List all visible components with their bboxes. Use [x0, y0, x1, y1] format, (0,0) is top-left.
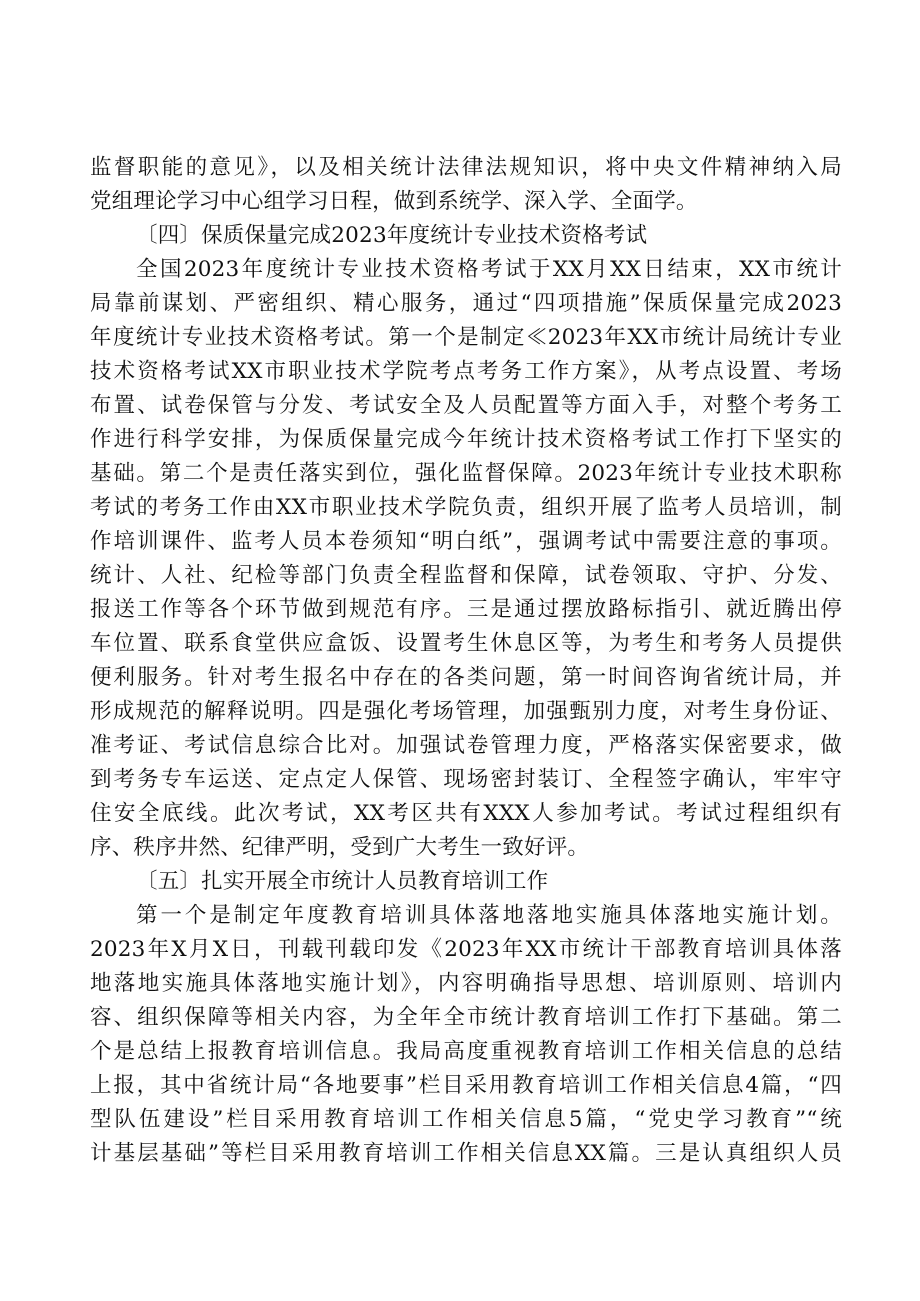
paragraph-line: 住安全底线。此次考试，XX考区共有XXX人参加考试。考试过程组织有: [90, 801, 842, 826]
paragraph-line: 技术资格考试XX市职业技术学院考点考务工作方案》，从考点设置、考场: [90, 359, 842, 384]
paragraph-line: 作进行科学安排，为保质保量完成今年统计技术资格考试工作打下坚实的: [90, 427, 842, 452]
paragraph-line: 序、秩序井然、纪律严明，受到广大考生一致好评。: [90, 835, 590, 860]
paragraph-line: 2023年X月X日，刊载刊载印发《2023年XX市统计干部教育培训具体落: [90, 937, 842, 962]
paragraph-line: 监督职能的意见》，以及相关统计法律法规知识，将中央文件精神纳入局: [90, 155, 842, 180]
paragraph-line: 作培训课件、监考人员本卷须知“明白纸”，强调考试中需要注意的事项。: [90, 529, 842, 554]
paragraph-line: 便利服务。针对考生报名中存在的各类问题，第一时间咨询省统计局，并: [90, 665, 842, 690]
paragraph-line: 车位置、联系食堂供应盒饭、设置考生休息区等，为考生和考务人员提供: [90, 631, 842, 656]
paragraph-line: 布置、试卷保管与分发、考试安全及人员配置等方面入手，对整个考务工: [90, 393, 842, 418]
paragraph-line: 个是总结上报教育培训信息。我局高度重视教育培训工作相关信息的总结: [90, 1039, 842, 1064]
paragraph-line: 年度统计专业技术资格考试。第一个是制定≪2023年XX市统计局统计专业: [90, 325, 842, 350]
paragraph-line: 基础。第二个是责任落实到位，强化监督保障。2023年统计专业技术职称: [90, 461, 842, 486]
paragraph-line: 统计、人社、纪检等部门负责全程监督和保障，试卷领取、守护、分发、: [90, 563, 842, 588]
paragraph-line: 型队伍建设”栏目采用教育培训工作相关信息5篇，“党史学习教育”“统: [90, 1107, 842, 1132]
paragraph-line: 全国2023年度统计专业技术资格考试于XX月XX日结束，XX市统计: [136, 257, 842, 282]
paragraph-line: 容、组织保障等相关内容，为全年全市统计教育培训工作打下基础。第二: [90, 1005, 842, 1030]
paragraph-line: 到考务专车运送、定点定人保管、现场密封装订、全程签字确认，牢牢守: [90, 767, 842, 792]
section-heading: 〔五〕扎实开展全市统计人员教育培训工作: [136, 869, 549, 894]
paragraph-line: 上报，其中省统计局“各地要事”栏目采用教育培训工作相关信息4篇，“四: [90, 1073, 842, 1098]
section-heading: 〔四〕保质保量完成2023年度统计专业技术资格考试: [136, 223, 648, 248]
paragraph-line: 准考证、考试信息综合比对。加强试卷管理力度，严格落实保密要求，做: [90, 733, 842, 758]
paragraph-line: 地落地实施具体落地实施计划》，内容明确指导思想、培训原则、培训内: [90, 971, 842, 996]
paragraph-line: 考试的考务工作由XX市职业技术学院负责，组织开展了监考人员培训，制: [90, 495, 842, 520]
paragraph-line: 第一个是制定年度教育培训具体落地落地实施具体落地实施计划。: [136, 903, 842, 928]
paragraph-line: 局靠前谋划、严密组织、精心服务，通过“四项措施”保质保量完成2023: [90, 291, 842, 316]
paragraph-line: 报送工作等各个环节做到规范有序。三是通过摆放路标指引、就近腾出停: [90, 597, 842, 622]
paragraph-line: 党组理论学习中心组学习日程，做到系统学、深入学、全面学。: [90, 189, 698, 214]
paragraph-line: 计基层基础”等栏目采用教育培训工作相关信息XX篇。三是认真组织人员: [90, 1141, 842, 1166]
paragraph-line: 形成规范的解释说明。四是强化考场管理，加强甄别力度，对考生身份证、: [90, 699, 842, 724]
